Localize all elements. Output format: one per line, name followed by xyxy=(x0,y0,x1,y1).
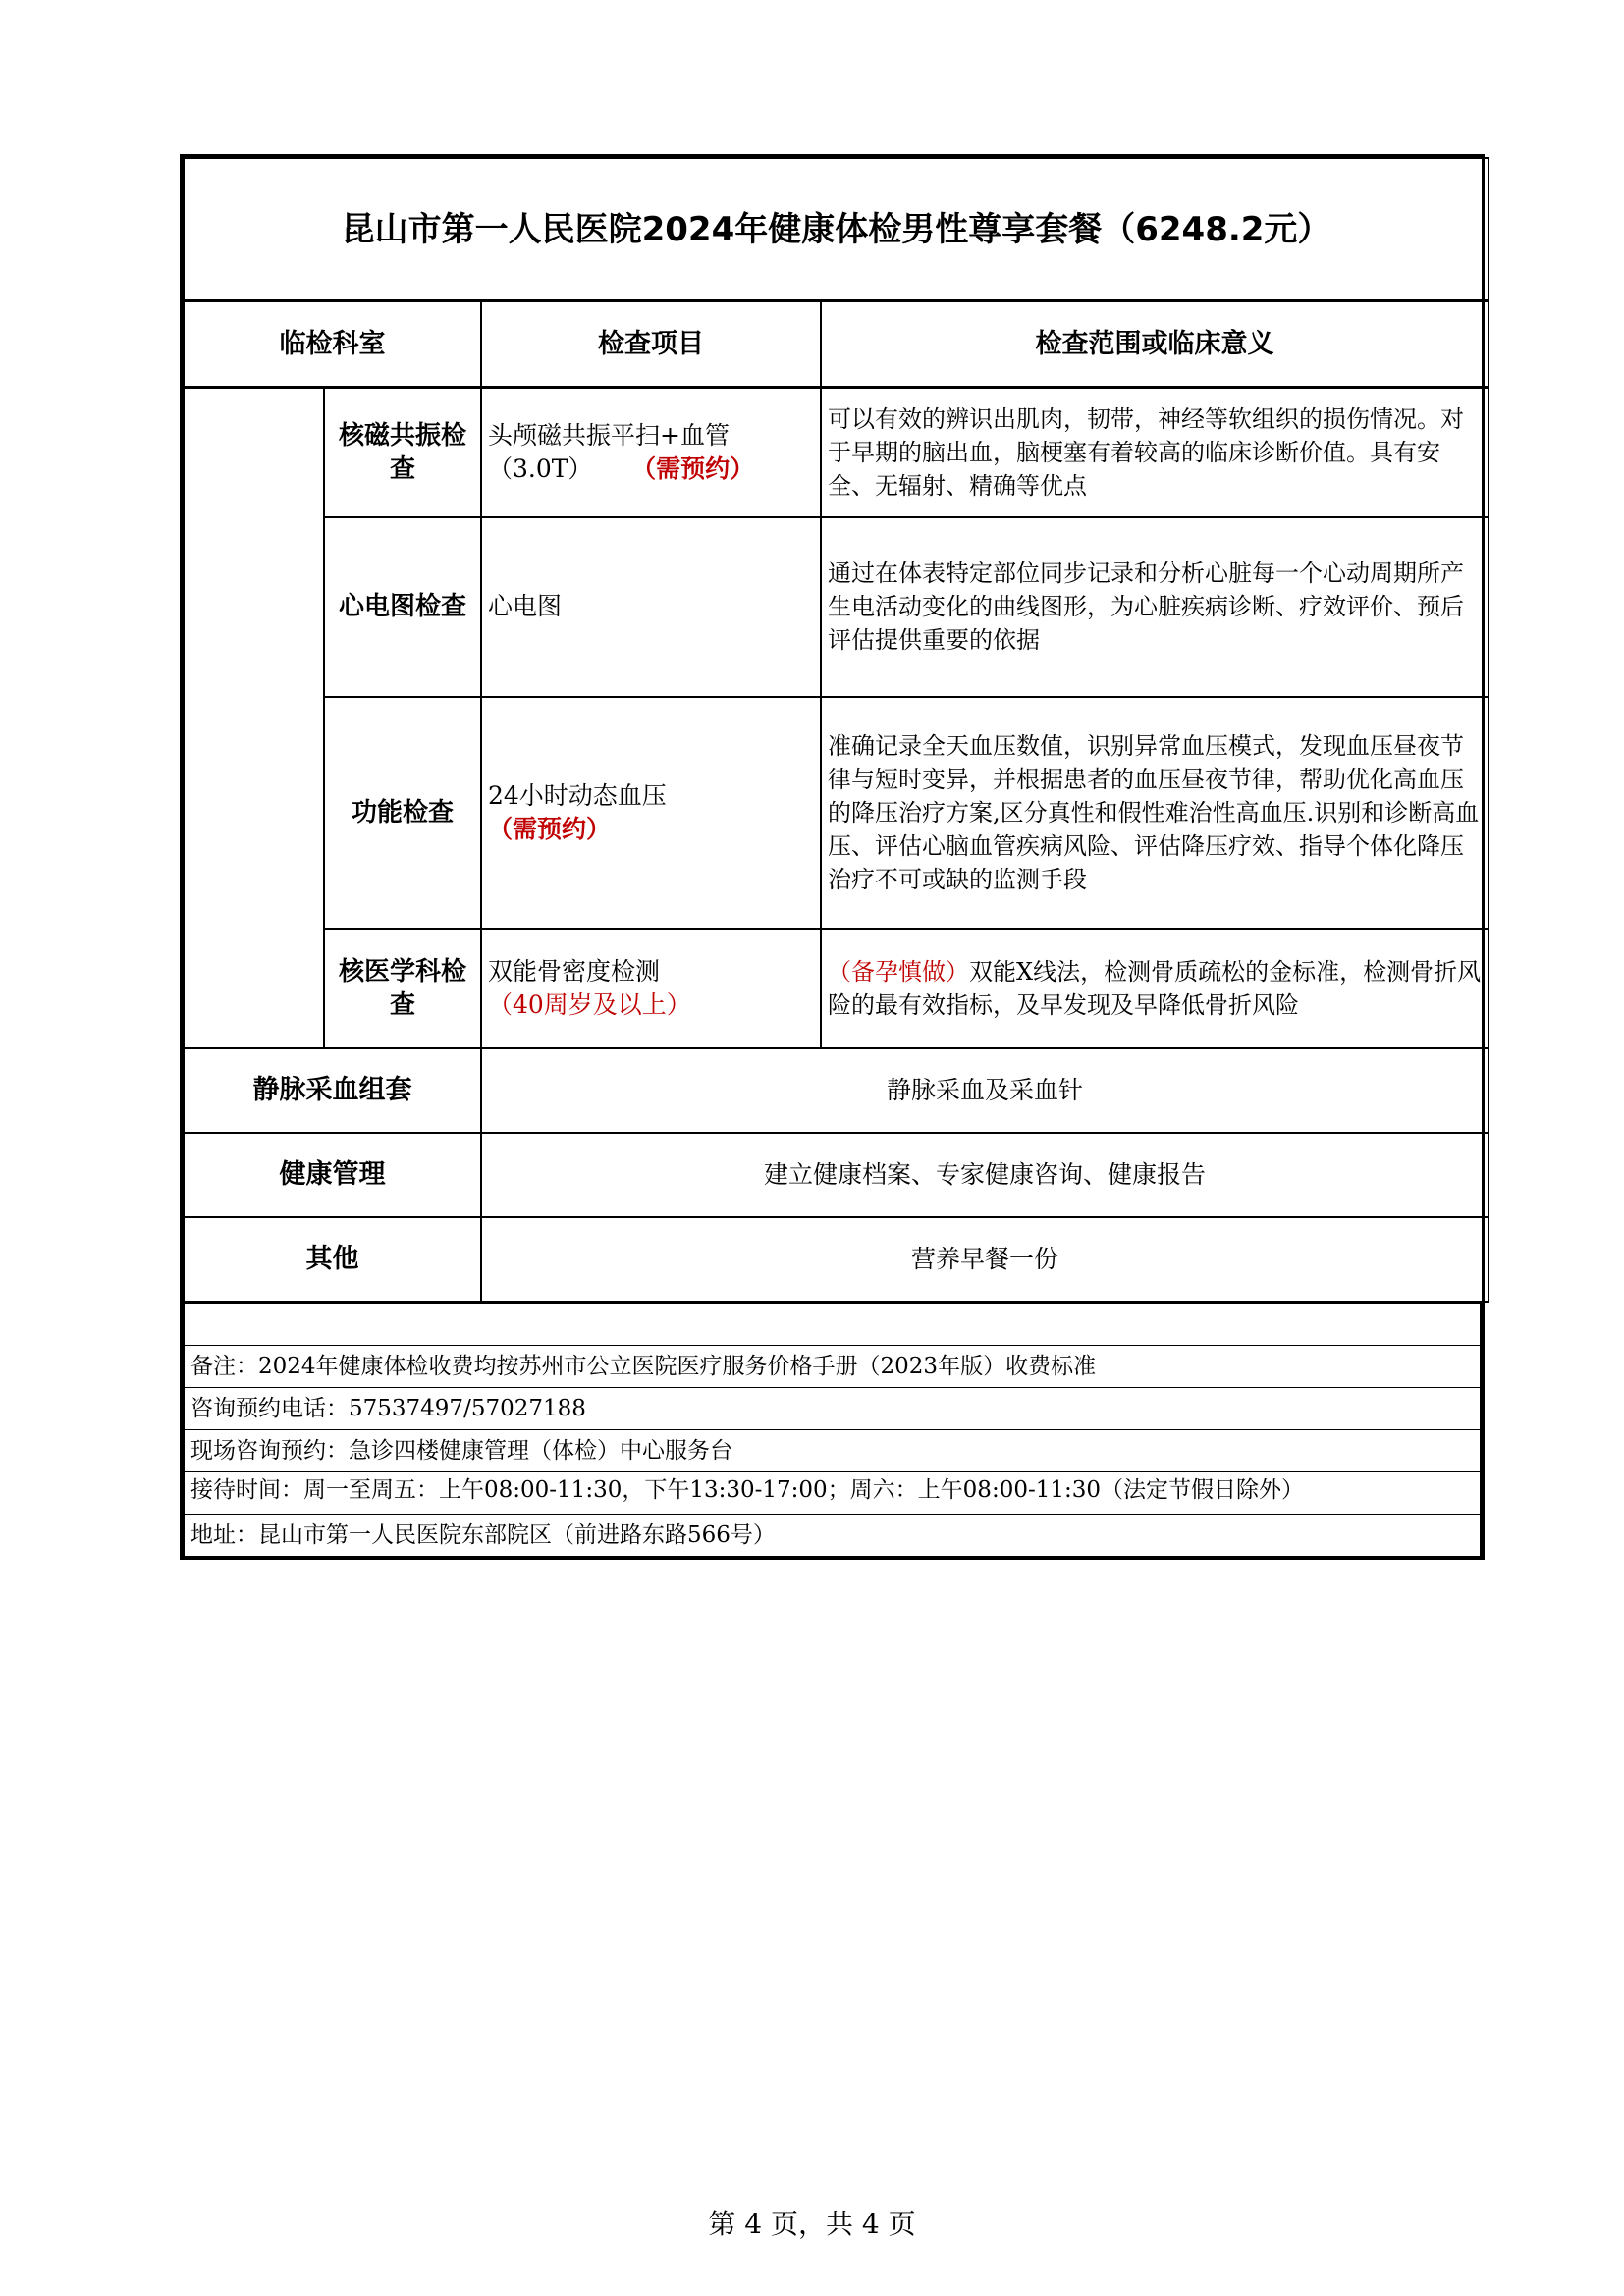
note-line xyxy=(184,1471,1481,1514)
note-text: 备注：2024年健康体检收费均按苏州市公立医院医疗服务价格手册（2023年版）收费标准 xyxy=(190,1353,1097,1379)
exam-item xyxy=(481,517,821,697)
note-line xyxy=(184,1387,1481,1429)
sub-dept: 心电图检查 xyxy=(324,517,481,697)
header-dept: 临检科室 xyxy=(184,301,481,388)
exam-item-text: 头颅磁共振平扫+血管（3.0T） xyxy=(488,420,730,483)
page-title: 昆山市第一人民医院2024年健康体检男性尊享套餐（6248.2元） xyxy=(184,158,1489,301)
exam-meaning-text: 双能X线法，检测骨质疏松的金标准，检测骨折风险的最有效指标，及早发现及早降低骨折风险 xyxy=(828,957,1482,1019)
group-row xyxy=(184,1133,1489,1217)
note-text: 地址：昆山市第一人民医院东部院区（前进路东路566号） xyxy=(190,1522,776,1548)
group-name: 健康管理 xyxy=(184,1133,481,1217)
group-name: 静脉采血组套 xyxy=(184,1048,481,1133)
note-text: 接待时间：周一至周五：上午08:00-11:30，下午13:30-17:00；周六：上午08:00-11:30（法定节假日除外） xyxy=(190,1476,1305,1503)
exam-item-tag: （40周岁及以上） xyxy=(488,989,691,1019)
exam-item-text: 双能骨密度检测 xyxy=(488,956,661,986)
group-content: 营养早餐一份 xyxy=(481,1217,1489,1302)
note-line xyxy=(184,1345,1481,1387)
exam-meaning: 可以有效的辨识出肌肉，韧带，神经等软组织的损伤情况。对于早期的脑出血，脑梗塞有着较高的临床诊断价值。具有安全、无辐射、精确等优点 xyxy=(821,388,1489,517)
group-row xyxy=(184,1048,1489,1133)
group-name: 其他 xyxy=(184,1217,481,1302)
header-item: 检查项目 xyxy=(481,301,821,388)
exam-meaning-tag: （备孕慎做） xyxy=(828,957,969,986)
exam-meaning: 准确记录全天血压数值，识别异常血压模式，发现血压昼夜节律与短时变异，并根据患者的血压昼夜节律，帮助优化高血压的降压治疗方案,区分真性和假性难治性高血压.识别和诊断高血压、评估心脑血管疾病风险、评估降压疗效、指导个体化降压治疗不可或缺的监测手段 xyxy=(821,697,1489,929)
exam-item-tag: （需预约） xyxy=(488,814,612,843)
group-content: 静脉采血及采血针 xyxy=(481,1048,1489,1133)
exam-meaning xyxy=(821,929,1489,1048)
blank-row xyxy=(184,1303,1481,1345)
group-row xyxy=(184,1217,1489,1302)
header-meaning: 检查范围或临床意义 xyxy=(821,301,1489,388)
exam-row-ecg xyxy=(184,517,1489,697)
exam-item xyxy=(481,697,821,929)
page-footer: 第 4 页，共 4 页 xyxy=(708,2208,916,2240)
exam-item xyxy=(481,929,821,1048)
notes-table xyxy=(183,1303,1482,1557)
sub-dept: 核医学科检查 xyxy=(324,929,481,1048)
exam-row-mri xyxy=(184,388,1489,517)
group-content: 建立健康档案、专家健康咨询、健康报告 xyxy=(481,1133,1489,1217)
exam-meaning: 通过在体表特定部位同步记录和分析心脏每一个心动周期所产生电活动变化的曲线图形，为心脏疾病诊断、疗效评价、预后评估提供重要的依据 xyxy=(821,517,1489,697)
exam-package-sheet xyxy=(180,154,1485,1560)
note-line xyxy=(184,1429,1481,1471)
note-line xyxy=(184,1514,1481,1556)
exam-item-text: 心电图 xyxy=(488,592,563,620)
note-text: 咨询预约电话：57537497/57027188 xyxy=(190,1395,586,1421)
exam-item-text: 24小时动态血压 xyxy=(488,780,667,810)
sub-dept: 核磁共振检查 xyxy=(324,388,481,517)
exam-row-nuclear xyxy=(184,929,1489,1048)
note-text: 现场咨询预约：急诊四楼健康管理（体检）中心服务台 xyxy=(190,1437,732,1464)
exam-item-tag: （需预约） xyxy=(631,454,755,483)
sub-dept: 功能检查 xyxy=(324,697,481,929)
merged-dept-cell xyxy=(184,388,324,1048)
exam-item xyxy=(481,388,821,517)
exam-package-table xyxy=(183,157,1489,1303)
exam-row-function xyxy=(184,697,1489,929)
